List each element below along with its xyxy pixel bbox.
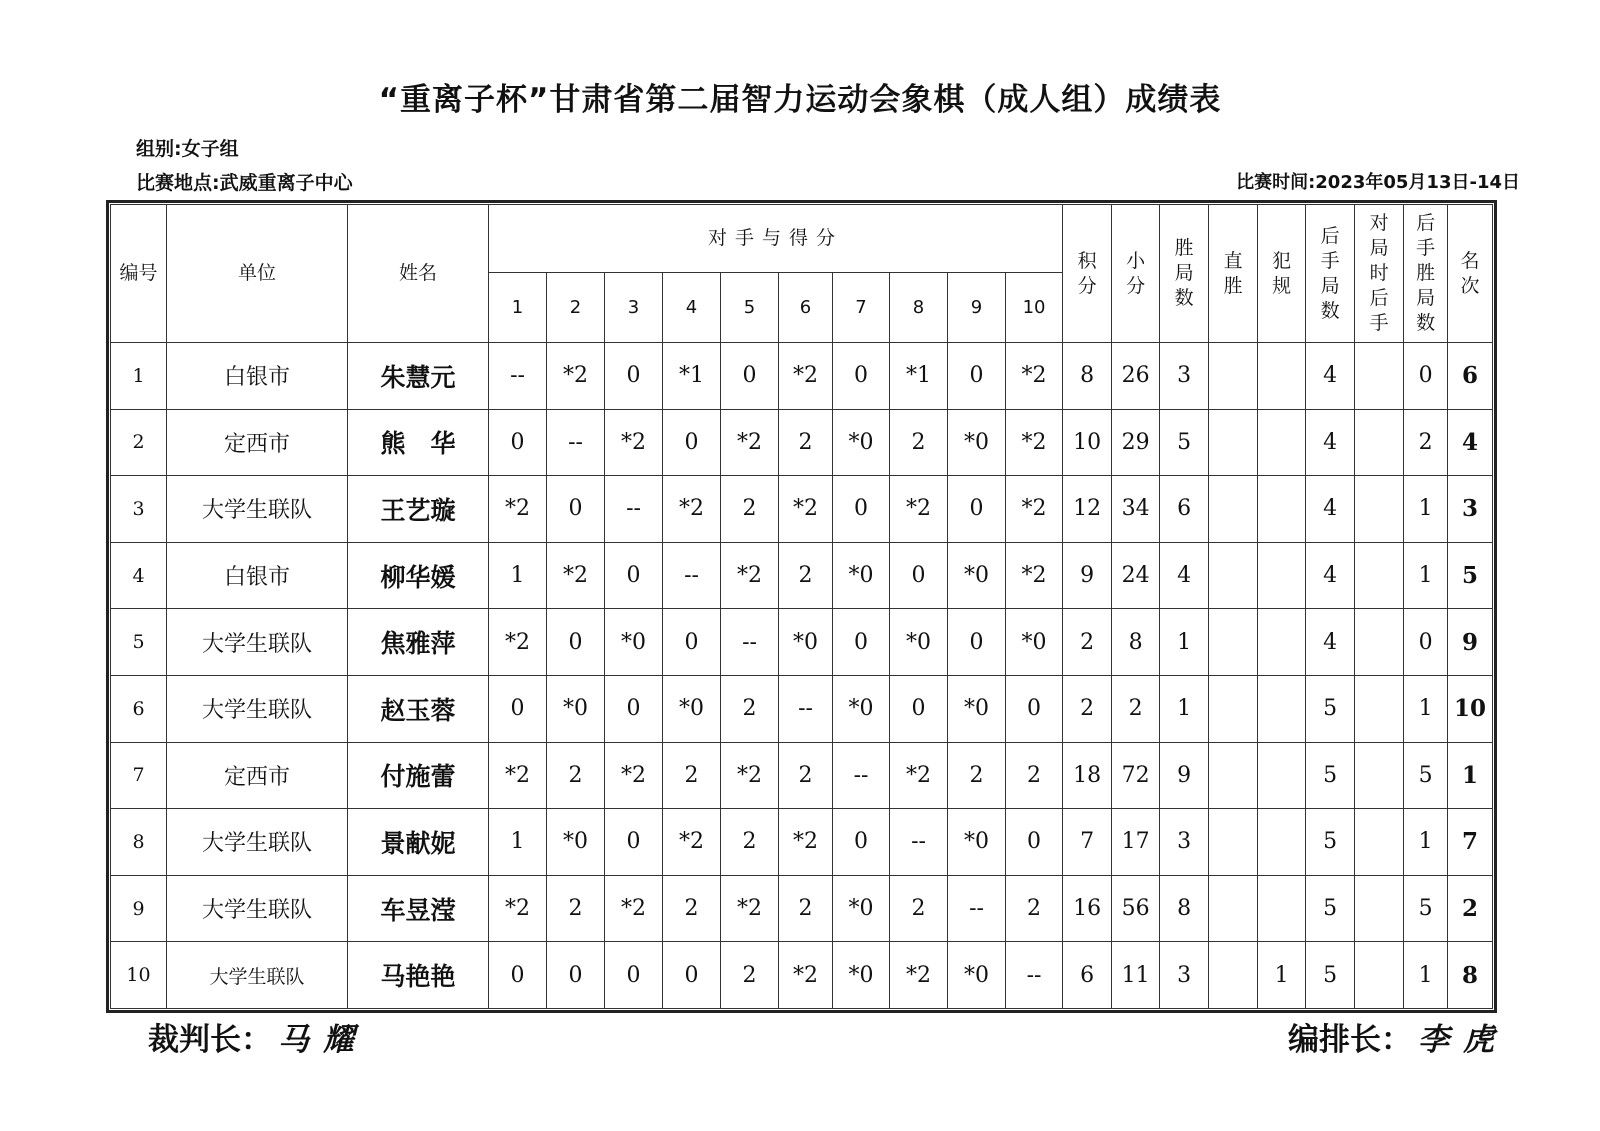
cell-score-vs-3: 0	[605, 343, 663, 410]
cell-fouls	[1258, 675, 1306, 742]
cell-score-vs-6: --	[779, 675, 833, 742]
cell-h2h-second	[1355, 343, 1404, 410]
cell-wins: 3	[1160, 343, 1209, 410]
cell-name: 付施蕾	[348, 742, 489, 809]
venue-label: 比赛地点:武威重离子中心	[136, 172, 353, 194]
cell-score-vs-2: *2	[547, 343, 605, 410]
cell-score-vs-5: 2	[721, 942, 779, 1009]
cell-score-vs-6: *2	[779, 809, 833, 876]
header-opponent-6: 6	[779, 273, 833, 343]
cell-second-games: 4	[1306, 409, 1355, 476]
cell-fouls	[1258, 409, 1306, 476]
cell-second-games: 4	[1306, 542, 1355, 609]
cell-points: 16	[1063, 875, 1112, 942]
cell-second-wins: 5	[1404, 742, 1448, 809]
header-second-games: 后 手 局 数	[1306, 205, 1355, 343]
header-points: 积 分	[1063, 205, 1112, 343]
cell-score-vs-8: *0	[890, 609, 948, 676]
cell-score-vs-6: 2	[779, 542, 833, 609]
cell-score-vs-2: *0	[547, 675, 605, 742]
header-direct: 直 胜	[1209, 205, 1258, 343]
header-rank: 名 次	[1448, 205, 1493, 343]
cell-second-wins: 1	[1404, 809, 1448, 876]
cell-no: 3	[111, 476, 167, 543]
header-opponent-10: 10	[1006, 273, 1063, 343]
cell-unit: 大学生联队	[167, 942, 348, 1009]
table-row	[111, 742, 1493, 809]
cell-score-vs-1: *2	[489, 476, 547, 543]
table-row	[111, 409, 1493, 476]
chief-referee-name: 马耀	[278, 1022, 368, 1058]
cell-wins: 9	[1160, 742, 1209, 809]
time-label: 比赛时间:2023年05月13日-14日	[1236, 172, 1520, 193]
cell-score-vs-7: --	[833, 742, 890, 809]
cell-score-vs-7: 0	[833, 809, 890, 876]
cell-rank: 1	[1448, 742, 1493, 809]
cell-no: 9	[111, 875, 167, 942]
cell-h2h-second	[1355, 542, 1404, 609]
cell-name: 朱慧元	[348, 343, 489, 410]
cell-points: 7	[1063, 809, 1112, 876]
header-opponent-3: 3	[605, 273, 663, 343]
cell-score-vs-6: 2	[779, 742, 833, 809]
cell-score-vs-5: 0	[721, 343, 779, 410]
cell-score-vs-6: *2	[779, 343, 833, 410]
cell-score-vs-5: 2	[721, 675, 779, 742]
cell-score-vs-6: 2	[779, 875, 833, 942]
cell-unit: 大学生联队	[167, 675, 348, 742]
cell-name: 车昱滢	[348, 875, 489, 942]
cell-name: 景献妮	[348, 809, 489, 876]
header-fouls: 犯 规	[1258, 205, 1306, 343]
cell-no: 4	[111, 542, 167, 609]
cell-wins: 5	[1160, 409, 1209, 476]
cell-score-vs-5: *2	[721, 409, 779, 476]
cell-rank: 3	[1448, 476, 1493, 543]
cell-score-vs-3: *0	[605, 609, 663, 676]
cell-score-vs-9: 2	[948, 742, 1006, 809]
cell-score-vs-10: *2	[1006, 476, 1063, 543]
header-unit: 单位	[167, 205, 348, 343]
cell-score-vs-1: 0	[489, 942, 547, 1009]
cell-no: 8	[111, 809, 167, 876]
cell-second-wins: 2	[1404, 409, 1448, 476]
cell-second-wins: 0	[1404, 343, 1448, 410]
cell-unit: 大学生联队	[167, 476, 348, 543]
cell-rank: 8	[1448, 942, 1493, 1009]
cell-unit: 大学生联队	[167, 609, 348, 676]
cell-score-vs-1: 0	[489, 409, 547, 476]
header-opponent-8: 8	[890, 273, 948, 343]
cell-score-vs-1: *2	[489, 609, 547, 676]
cell-direct	[1209, 542, 1258, 609]
cell-score-vs-2: *0	[547, 809, 605, 876]
cell-second-games: 5	[1306, 809, 1355, 876]
cell-direct	[1209, 742, 1258, 809]
cell-second-games: 4	[1306, 609, 1355, 676]
cell-score-vs-1: 0	[489, 675, 547, 742]
cell-second-wins: 5	[1404, 875, 1448, 942]
cell-score-vs-3: 0	[605, 542, 663, 609]
header-opponent-2: 2	[547, 273, 605, 343]
cell-unit: 定西市	[167, 742, 348, 809]
cell-score-vs-1: *2	[489, 742, 547, 809]
cell-h2h-second	[1355, 742, 1404, 809]
cell-direct	[1209, 476, 1258, 543]
cell-small: 56	[1112, 875, 1160, 942]
cell-no: 10	[111, 942, 167, 1009]
cell-score-vs-9: *0	[948, 409, 1006, 476]
cell-score-vs-3: 0	[605, 809, 663, 876]
cell-score-vs-2: *2	[547, 542, 605, 609]
table-row	[111, 942, 1493, 1009]
cell-h2h-second	[1355, 942, 1404, 1009]
results-table	[110, 204, 1493, 1009]
cell-score-vs-7: 0	[833, 343, 890, 410]
header-no: 编号	[111, 205, 167, 343]
header-second-wins: 后 手 胜 局 数	[1404, 205, 1448, 343]
header-opponent-7: 7	[833, 273, 890, 343]
header-wins: 胜 局 数	[1160, 205, 1209, 343]
cell-wins: 8	[1160, 875, 1209, 942]
cell-score-vs-8: *2	[890, 742, 948, 809]
cell-fouls: 1	[1258, 942, 1306, 1009]
cell-points: 6	[1063, 942, 1112, 1009]
cell-wins: 1	[1160, 609, 1209, 676]
cell-small: 11	[1112, 942, 1160, 1009]
cell-second-games: 5	[1306, 875, 1355, 942]
header-opponent-9: 9	[948, 273, 1006, 343]
chief-referee-signature	[148, 1014, 368, 1059]
cell-score-vs-4: 0	[663, 609, 721, 676]
cell-fouls	[1258, 343, 1306, 410]
cell-small: 24	[1112, 542, 1160, 609]
cell-score-vs-7: *0	[833, 942, 890, 1009]
cell-wins: 4	[1160, 542, 1209, 609]
cell-score-vs-3: *2	[605, 409, 663, 476]
cell-score-vs-4: 2	[663, 875, 721, 942]
cell-second-wins: 1	[1404, 542, 1448, 609]
cell-second-games: 4	[1306, 343, 1355, 410]
cell-score-vs-8: *1	[890, 343, 948, 410]
cell-score-vs-10: *2	[1006, 409, 1063, 476]
cell-points: 12	[1063, 476, 1112, 543]
cell-direct	[1209, 809, 1258, 876]
cell-h2h-second	[1355, 875, 1404, 942]
cell-name: 赵玉蓉	[348, 675, 489, 742]
header-small: 小 分	[1112, 205, 1160, 343]
cell-unit: 定西市	[167, 409, 348, 476]
cell-score-vs-3: *2	[605, 875, 663, 942]
cell-direct	[1209, 609, 1258, 676]
cell-rank: 6	[1448, 343, 1493, 410]
cell-score-vs-7: 0	[833, 609, 890, 676]
header-opponent-5: 5	[721, 273, 779, 343]
cell-no: 6	[111, 675, 167, 742]
cell-score-vs-4: *2	[663, 476, 721, 543]
cell-fouls	[1258, 742, 1306, 809]
cell-direct	[1209, 409, 1258, 476]
cell-score-vs-3: 0	[605, 942, 663, 1009]
cell-score-vs-7: 0	[833, 476, 890, 543]
cell-score-vs-9: *0	[948, 942, 1006, 1009]
cell-score-vs-10: *2	[1006, 343, 1063, 410]
cell-fouls	[1258, 542, 1306, 609]
cell-score-vs-5: *2	[721, 542, 779, 609]
cell-points: 9	[1063, 542, 1112, 609]
cell-unit: 大学生联队	[167, 809, 348, 876]
cell-small: 2	[1112, 675, 1160, 742]
table-row	[111, 609, 1493, 676]
header-name: 姓名	[348, 205, 489, 343]
cell-score-vs-7: *0	[833, 409, 890, 476]
cell-points: 8	[1063, 343, 1112, 410]
cell-direct	[1209, 942, 1258, 1009]
cell-wins: 3	[1160, 942, 1209, 1009]
cell-score-vs-9: *0	[948, 809, 1006, 876]
cell-second-wins: 1	[1404, 476, 1448, 543]
cell-rank: 7	[1448, 809, 1493, 876]
cell-second-games: 5	[1306, 942, 1355, 1009]
cell-score-vs-1: --	[489, 343, 547, 410]
cell-score-vs-10: 2	[1006, 875, 1063, 942]
cell-score-vs-4: 0	[663, 409, 721, 476]
cell-score-vs-5: 2	[721, 809, 779, 876]
cell-small: 17	[1112, 809, 1160, 876]
cell-second-games: 5	[1306, 675, 1355, 742]
cell-score-vs-5: *2	[721, 742, 779, 809]
cell-score-vs-10: 2	[1006, 742, 1063, 809]
cell-score-vs-9: 0	[948, 609, 1006, 676]
cell-second-wins: 1	[1404, 942, 1448, 1009]
cell-score-vs-1: 1	[489, 542, 547, 609]
cell-score-vs-7: *0	[833, 875, 890, 942]
cell-score-vs-2: 0	[547, 609, 605, 676]
cell-score-vs-2: 0	[547, 476, 605, 543]
arranger-name: 李虎	[1418, 1022, 1508, 1058]
table-row	[111, 675, 1493, 742]
cell-no: 5	[111, 609, 167, 676]
cell-score-vs-2: 2	[547, 742, 605, 809]
cell-score-vs-1: *2	[489, 875, 547, 942]
cell-score-vs-9: *0	[948, 675, 1006, 742]
cell-second-games: 5	[1306, 742, 1355, 809]
cell-score-vs-10: 0	[1006, 809, 1063, 876]
cell-no: 2	[111, 409, 167, 476]
table-row	[111, 809, 1493, 876]
cell-small: 29	[1112, 409, 1160, 476]
group-label: 组别:女子组	[136, 138, 239, 160]
cell-small: 26	[1112, 343, 1160, 410]
cell-score-vs-3: --	[605, 476, 663, 543]
cell-score-vs-9: *0	[948, 542, 1006, 609]
cell-wins: 6	[1160, 476, 1209, 543]
chief-referee-label: 裁判长：	[148, 1022, 272, 1058]
cell-points: 18	[1063, 742, 1112, 809]
cell-score-vs-4: *2	[663, 809, 721, 876]
header-h2h-second: 对 局 时 后 手	[1355, 205, 1404, 343]
page-title: “重离子杯”甘肃省第二届智力运动会象棋（成人组）成绩表	[378, 82, 1222, 118]
cell-score-vs-4: 2	[663, 742, 721, 809]
cell-rank: 10	[1448, 675, 1493, 742]
cell-score-vs-5: *2	[721, 875, 779, 942]
cell-unit: 白银市	[167, 343, 348, 410]
cell-unit: 大学生联队	[167, 875, 348, 942]
cell-score-vs-8: *2	[890, 476, 948, 543]
cell-score-vs-2: 2	[547, 875, 605, 942]
header-opponent-4: 4	[663, 273, 721, 343]
table-row	[111, 343, 1493, 410]
cell-name: 焦雅萍	[348, 609, 489, 676]
cell-wins: 1	[1160, 675, 1209, 742]
table-row	[111, 476, 1493, 543]
cell-name: 柳华媛	[348, 542, 489, 609]
cell-points: 10	[1063, 409, 1112, 476]
cell-name: 熊 华	[348, 409, 489, 476]
cell-rank: 5	[1448, 542, 1493, 609]
cell-points: 2	[1063, 609, 1112, 676]
cell-rank: 2	[1448, 875, 1493, 942]
cell-points: 2	[1063, 675, 1112, 742]
cell-direct	[1209, 875, 1258, 942]
cell-score-vs-6: 2	[779, 409, 833, 476]
cell-unit: 白银市	[167, 542, 348, 609]
arranger-label: 编排长：	[1288, 1022, 1412, 1058]
cell-score-vs-2: --	[547, 409, 605, 476]
cell-score-vs-4: *0	[663, 675, 721, 742]
cell-score-vs-8: 2	[890, 409, 948, 476]
cell-score-vs-10: *2	[1006, 542, 1063, 609]
cell-score-vs-9: 0	[948, 343, 1006, 410]
cell-score-vs-4: 0	[663, 942, 721, 1009]
cell-score-vs-6: *2	[779, 476, 833, 543]
cell-score-vs-10: 0	[1006, 675, 1063, 742]
cell-second-wins: 0	[1404, 609, 1448, 676]
cell-h2h-second	[1355, 809, 1404, 876]
cell-score-vs-8: --	[890, 809, 948, 876]
cell-score-vs-8: 0	[890, 675, 948, 742]
table-row	[111, 875, 1493, 942]
cell-score-vs-2: 0	[547, 942, 605, 1009]
cell-score-vs-7: *0	[833, 542, 890, 609]
cell-direct	[1209, 343, 1258, 410]
table-row	[111, 542, 1493, 609]
cell-score-vs-4: *1	[663, 343, 721, 410]
cell-name: 马艳艳	[348, 942, 489, 1009]
arranger-signature	[1288, 1014, 1508, 1059]
cell-small: 72	[1112, 742, 1160, 809]
cell-score-vs-1: 1	[489, 809, 547, 876]
cell-score-vs-5: 2	[721, 476, 779, 543]
cell-direct	[1209, 675, 1258, 742]
cell-score-vs-6: *0	[779, 609, 833, 676]
cell-no: 7	[111, 742, 167, 809]
header-opponent-1: 1	[489, 273, 547, 343]
cell-name: 王艺璇	[348, 476, 489, 543]
header-opponents: 对手与得分	[489, 205, 1063, 273]
cell-score-vs-5: --	[721, 609, 779, 676]
cell-wins: 3	[1160, 809, 1209, 876]
cell-rank: 9	[1448, 609, 1493, 676]
cell-score-vs-6: *2	[779, 942, 833, 1009]
cell-score-vs-9: 0	[948, 476, 1006, 543]
cell-no: 1	[111, 343, 167, 410]
cell-small: 8	[1112, 609, 1160, 676]
cell-fouls	[1258, 609, 1306, 676]
cell-rank: 4	[1448, 409, 1493, 476]
cell-score-vs-10: *0	[1006, 609, 1063, 676]
cell-score-vs-4: --	[663, 542, 721, 609]
cell-score-vs-7: *0	[833, 675, 890, 742]
cell-fouls	[1258, 875, 1306, 942]
cell-score-vs-9: --	[948, 875, 1006, 942]
cell-h2h-second	[1355, 409, 1404, 476]
cell-second-wins: 1	[1404, 675, 1448, 742]
cell-score-vs-8: 2	[890, 875, 948, 942]
cell-score-vs-3: 0	[605, 675, 663, 742]
cell-score-vs-8: 0	[890, 542, 948, 609]
cell-score-vs-10: --	[1006, 942, 1063, 1009]
cell-small: 34	[1112, 476, 1160, 543]
cell-second-games: 4	[1306, 476, 1355, 543]
results-table-frame	[106, 200, 1497, 1013]
cell-fouls	[1258, 809, 1306, 876]
cell-fouls	[1258, 476, 1306, 543]
cell-h2h-second	[1355, 609, 1404, 676]
cell-score-vs-3: *2	[605, 742, 663, 809]
cell-score-vs-8: *2	[890, 942, 948, 1009]
cell-h2h-second	[1355, 476, 1404, 543]
cell-h2h-second	[1355, 675, 1404, 742]
